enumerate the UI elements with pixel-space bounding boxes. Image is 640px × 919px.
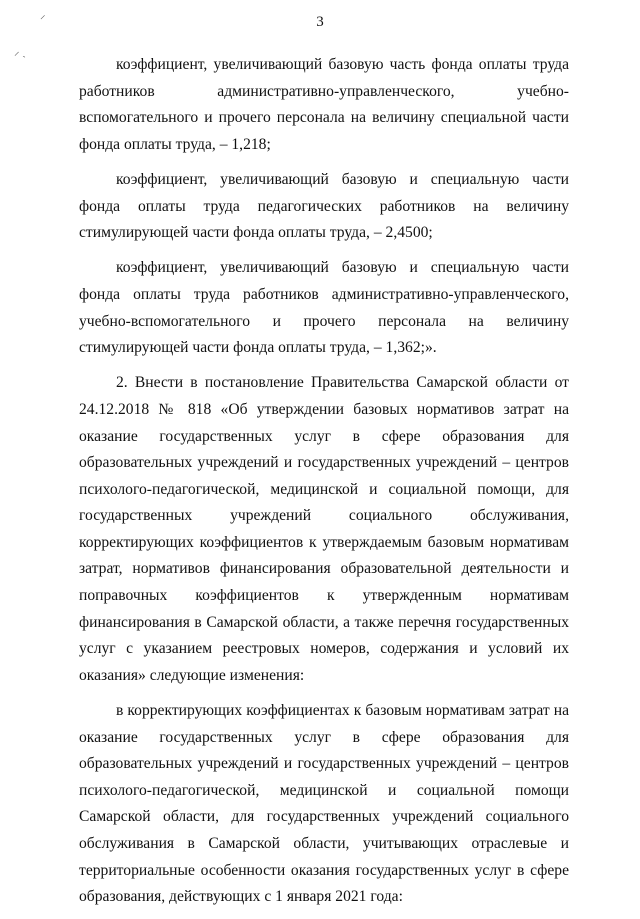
document-body [79, 52, 569, 919]
scan-artifact-mark: ⸝ ˎ [14, 46, 26, 58]
paragraph: 2. Внести в постановление Правительства Самарской области от 24.12.2018 № 818 «Об утверждении базовых нормативов затрат на оказание государственных услуг в сфере образования для образовательных учреждений и государственных учреждений – центров психолого-педагогической, медицинской и социальной помощи, для государственных учреждений социального обслуживания, корректирующих коэффициентов к утверждаемым базовым нормативам затрат, нормативов финансирования образовательной деятельности и поправочных коэффициентов к утвержденным нормативам финансирования в Самарской области, а также перечня государственных услуг с указанием реестровых номеров, содержания и условий их оказания» следующие изменения: [79, 374, 569, 684]
page-number: 3 [316, 14, 324, 30]
paragraph: коэффициент, увеличивающий базовую часть фонда оплаты труда работников административно-управленческого, учебно-вспомогательного и прочего персонала на величину специальной части фонда оплаты труда, – 1,218; [79, 56, 569, 153]
scan-artifact-mark: ⸍ [40, 14, 46, 26]
paragraph: коэффициент, увеличивающий базовую и специальную части фонда оплаты труда работников административно-управленческого, учебно-вспомогательного и прочего персонала на величину стимулирующей части фонда оплаты труда, – 1,362;». [79, 259, 569, 357]
paragraph: в корректирующих коэффициентах к базовым нормативам затрат на оказание государственных услуг в сфере образования для образовательных учреждений и государственных учреждений – центров психолого-педагогической, медицинской и социальной помощи Самарской области, для государственных учреждений социального обслуживания в Самарской области, учитывающих отраслевые и территориальные особенности оказания государственных услуг в сфере образования, действующих с 1 января 2021 года: [79, 702, 569, 906]
paragraph: коэффициент, увеличивающий базовую и специальную части фонда оплаты труда педагогических работников на величину стимулирующей части фонда оплаты труда, – 2,4500; [79, 170, 569, 242]
